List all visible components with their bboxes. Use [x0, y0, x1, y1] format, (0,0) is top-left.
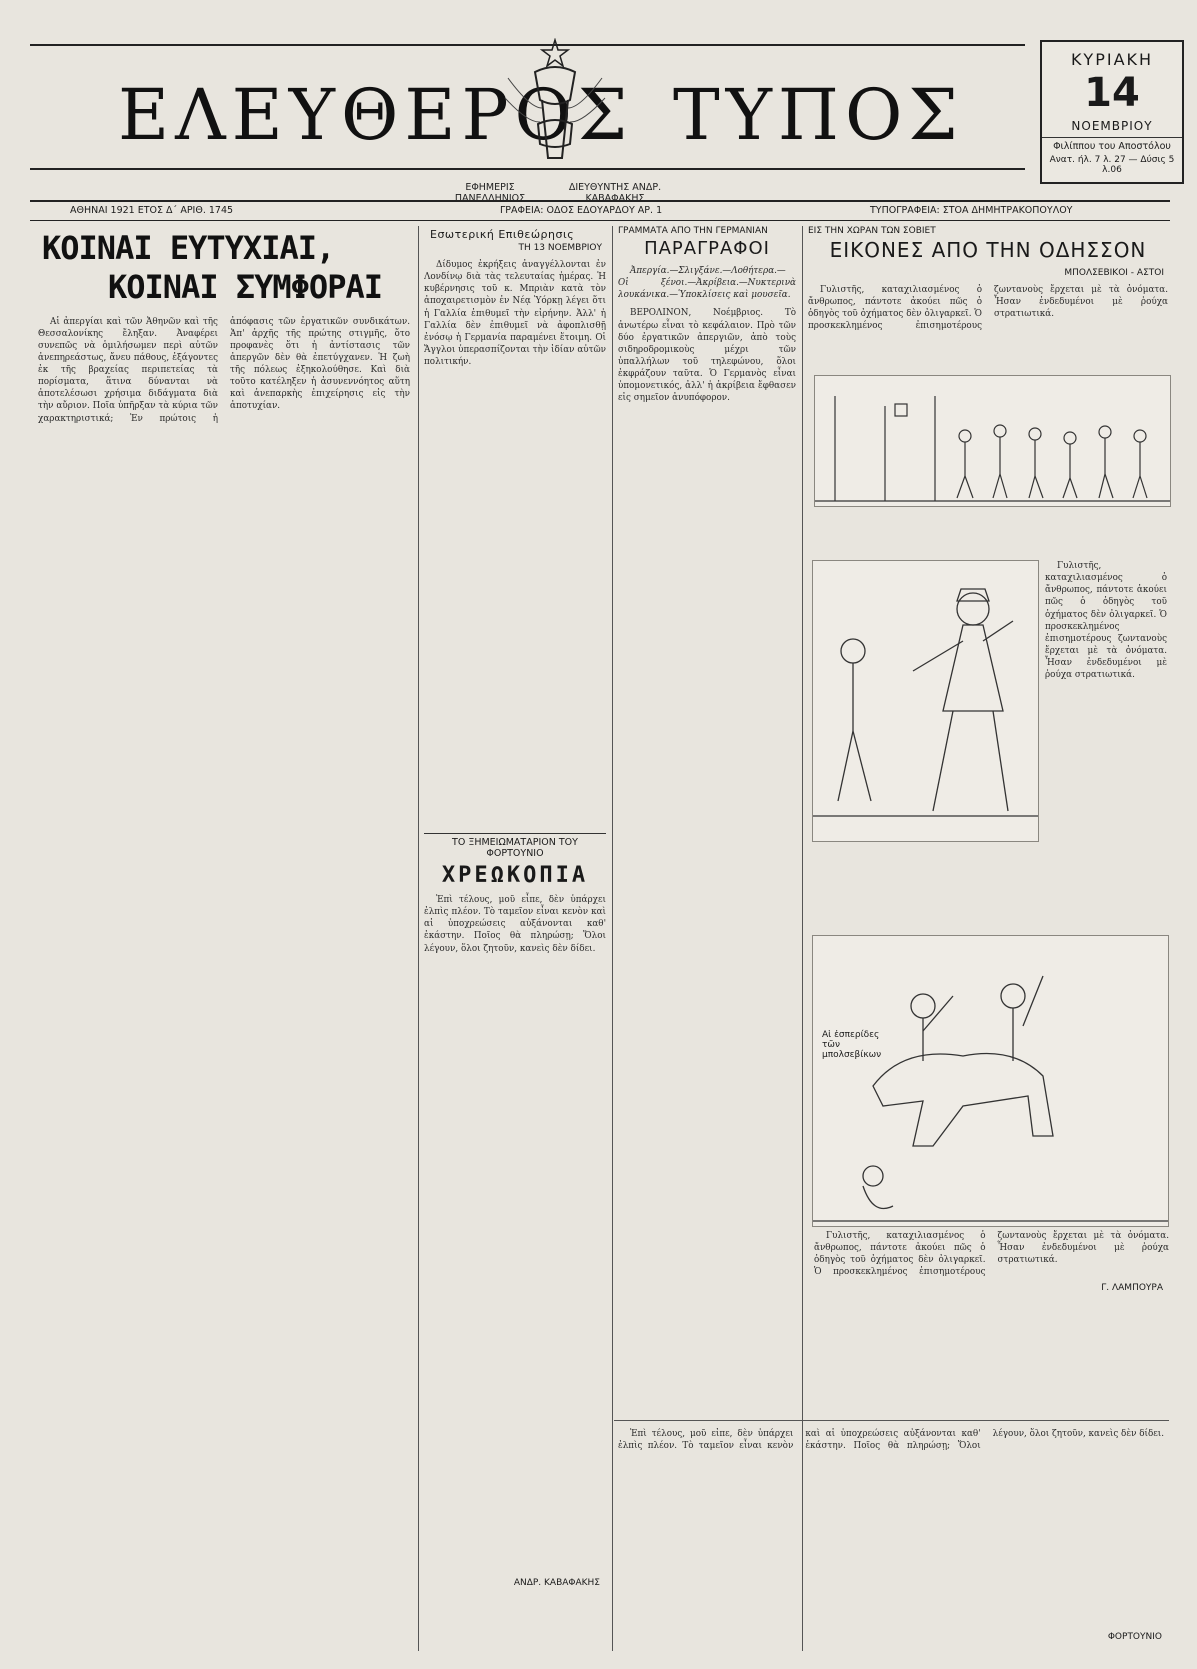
crowd-sketch-icon	[815, 376, 1170, 506]
evening-party-illustration	[812, 935, 1169, 1227]
info-bar	[30, 200, 1170, 221]
germany-kicker: ΓΡΑΜΜΑΤΑ ΑΠΟ ΤΗΝ ΓΕΡΜΑΝΙΑΝ	[618, 226, 768, 236]
lead-summary: Ἀπεργία.—Σλιγξάνε.—Λοθήτερα.—Οἱ ξένοι.—Ἀκρίβεια.—Νυκτερινὰ λουκάνικα.—Ὑποκλίσεις καὶ μουσεῖα.	[618, 266, 796, 301]
article-paragraph: Γυλιστῆς, καταχιλιασμένος ὁ ἄνθρωπος, πάντοτε ἀκούει πῶς ὁ ὀδηγὸς τοῦ ὀχήματος δὲν ὀλιγαρκεῖ. Ὁ προσκεκλημένος ἐπισημοτέρους ζωντανοὺς ἔρχεται μὲ τὰ ὀνόματα. Ἦσαν ἐνδεδυμένοι μὲ ῥούχα στρατιωτικά.	[808, 285, 1168, 332]
bottom-author-signature: ΦΟΡΤΟΥΝΙΟ	[1107, 1632, 1162, 1642]
odessa-headline: ΕΙΚΟΝΕΣ ΑΠΟ ΤΗΝ ΟΔΗΣΣΟΝ	[829, 238, 1147, 262]
sunrise-sunset: Ανατ. ήλ. 7 λ. 27 — Δύσις 5 λ.06	[1049, 155, 1175, 175]
author-signature: ΑΝΔΡ. ΚΑΒΑΦΑΚΗΣ	[513, 1578, 600, 1588]
column-rule	[418, 226, 419, 1651]
soldier-sketch-icon	[813, 561, 1038, 841]
article-paragraph: Ἐπὶ τέλους, μοῦ εἶπε, δὲν ὑπάρχει ἐλπὶς πλέον. Τὸ ταμεῖον εἶναι κενὸν καὶ αἱ ὑποχρεώσεις αὐξάνονται καθ' ἑκάστην. Ποῖος θὰ πληρώσῃ; Ὅλοι λέγουν, ὅλοι ζητοῦν, κανεὶς δὲν δίδει.	[618, 1429, 1165, 1452]
odessa-author-signature: Γ. ΛΑΜΠΟΥΡΑ	[1101, 1282, 1163, 1293]
notebook-heading: ΤΟ ΞΗΜΕΙΩΜΑΤΑΡΙΟΝ ΤΟΥ ΦΟΡΤΟΥΝΙΟ	[424, 833, 606, 859]
printing-address: ΤΥΠΟΓΡΑΦΕΙΑ: ΣΤΟΑ ΔΗΜΗΤΡΑΚΟΠΟΥΛΟΥ	[870, 205, 1073, 216]
review-column	[424, 226, 606, 1651]
newspaper-title-left: ΕΛΕΥΘΕΡΟΣ	[118, 74, 634, 156]
saint-day: Φιλίππου του Αποστόλου	[1042, 137, 1182, 152]
odessa-subhead: ΜΠΟΛΣΕΒΙΚΟΙ - ΑΣΤΟΙ	[1064, 268, 1164, 278]
lead-article	[38, 226, 410, 1651]
article-paragraph: Γυλιστῆς, καταχιλιασμένος ὁ ἄνθρωπος, πάντοτε ἀκούει πῶς ὁ ὀδηγὸς τοῦ ὀχήματος δὲν ὀλιγαρκεῖ. Ὁ προσκεκλημένος ἐπισημοτέρους ζωντανοὺς ἔρχεται μὲ τὰ ὀνόματα. Ἦσαν ἐνδεδυμένοι μὲ ῥούχα στρατιωτικά.	[814, 1231, 1169, 1278]
office-address: ΓΡΑΦΕΙΑ: ΟΔΟΣ ΕΔΟΥΑΡΔΟΥ ΑΡ. 1	[500, 205, 663, 216]
masthead	[30, 20, 1175, 205]
odessa-kicker: ΕΙΣ ΤΗΝ ΧΩΡΑΝ ΤΩΝ ΣΟΒΙΕΤ	[808, 226, 936, 236]
paragraphs-headline: ΠΑΡΑΓΡΑΦΟΙ	[644, 238, 770, 259]
issue-info: ΑΘΗΝΑΙ 1921 ΕΤΟΣ Δ΄ ΑΡΙΘ. 1745	[70, 205, 234, 216]
review-body	[424, 259, 606, 829]
bottom-strip-article	[618, 1428, 1168, 1653]
bottom-strip-body	[618, 1428, 1168, 1628]
torch-emblem-icon	[500, 38, 610, 183]
bankruptcy-body	[424, 894, 606, 1574]
article-paragraph: Γυλιστῆς, καταχιλιασμένος ὁ ἄνθρωπος, πάντοτε ἀκούει πῶς ὁ ὀδηγὸς τοῦ ὀχήματος δὲν ὀλιγαρκεῖ. Ὁ προσκεκλημένος ἐπισημοτέρους ζωντανοὺς ἔρχεται μὲ τὰ ὀνόματα. Ἦσαν ἐνδεδυμένοι μὲ ῥούχα στρατιωτικά.	[1045, 561, 1167, 681]
article-paragraph: Ἐπὶ τέλους, μοῦ εἶπε, δὲν ὑπάρχει ἐλπὶς πλέον. Τὸ ταμεῖον εἶναι κενὸν καὶ αἱ ὑποχρεώσεις αὐξάνονται καθ' ἑκάστην. Ποῖος θὰ πληρώσῃ; Ὅλοι λέγουν, ὅλοι ζητοῦν, κανεὶς δὲν δίδει.	[424, 895, 606, 954]
odessa-continued	[814, 1230, 1169, 1420]
month: ΝΟΕΜΒΡΙΟΥ	[1071, 119, 1153, 133]
germany-lead	[618, 265, 796, 301]
article-paragraph: Αἱ ἀπεργίαι καὶ τῶν Ἀθηνῶν καὶ τῆς Θεσσαλονίκης ἔληξαν. Ἀναφέρει συνεπῶς νὰ ὁμιλήσωμεν περὶ αὐτῶν ἀνεπηρεάστως, ἄνευ πάθους, ἐξάγοντες ἐκ τῆς βραχείας περιπετείας τὰ πορίσματα, ἅτινα δύνανται νὰ ἀποτελέσωσι χρήσιμα διδάγματα διὰ τὴν αὔριον. Ποῖα ὑπῆρξαν τὰ κύρια τῶν χαρακτηριστικά; Ἐν πρώτοις ἡ ἀπόφασις τῶν ἐργατικῶν συνδικάτων. Ἀπ' ἀρχῆς τῆς πρώτης στιγμῆς, ὅτο προφανὲς ὅτι ἡ ἀντίστασις τῶν ἀπεργῶν δὲν θὰ ἐπετύγχανεν. Ἡ ζωὴ τῆς πόλεως ἐξηκολούθησε. Καὶ διὰ τοῦτο κατέληξεν ἡ ἀσυνεννόητος αὕτη καὶ ἀνεπαρκὴς ἐπιχείρησις εἰς τὴν ἀποτυχίαν.	[38, 316, 410, 424]
article-paragraph: ΒΕΡΟΛΙΝΟΝ, Νοέμβριος. Τὸ ἀνωτέρω εἶναι τὸ κεφάλαιον. Πρὸ τῶν δύο ἐργατικῶν ἀπεργιῶν, ἀπὸ τοὺς σιδηροδρομικοὺς μέχρι τῶν ὑπαλλήλων τοῦ τηλεφώνου, ὅλοι ἐκφράζουν ταῦτα. Ὁ Γερμανὸς εἶναι ὑπομονετικός, ἀλλ' ἡ ἀκρίβεια ἔφθασεν εἰς σημεῖον ἀνυπόφορον.	[618, 308, 796, 404]
review-kicker: Εσωτερική Επιθεώρησις	[430, 228, 575, 241]
soldier-illustration	[812, 560, 1039, 842]
lead-headline-line-2: ΚΟΙΝΑΙ ΣΥΜΦΟΡΑΙ	[108, 267, 382, 306]
article-paragraph: Δίδυμος ἐκρήξεις ἀναγγέλλονται ἐν Λονδίνῳ διὰ τὰς τελευταίας ἡμέρας. Ἡ κυβέρνησις τοῦ κ. Μπριὰν κατὰ τὸν ἀποχαιρετισμὸν ἐν Νέᾳ Ὑόρκῃ λέγει ὅτι ἡ Γαλλία ἐπιθυμεῖ τὴν εἰρήνην. Ἀλλ' ἡ Γαλλία δὲν ἐπιθυμεῖ νὰ ἀφοπλισθῇ ἐνόσῳ ἡ Γερμανία παραμένει ἕτοιμη. Οἱ Ἄγγλοι ὑπερασπίζονται τὴν ἰδίαν αὐτῶν πολιτικήν.	[424, 260, 606, 367]
day-number: 14	[1084, 70, 1140, 116]
review-date: ΤΗ 13 ΝΟΕΜΒΡΙΟΥ	[518, 243, 602, 253]
odessa-side-text	[1045, 560, 1167, 930]
column-rule	[612, 226, 613, 1651]
odessa-intro	[808, 284, 1168, 354]
lead-article-body	[38, 316, 410, 1636]
masthead-director: ΔΙΕΥΘΥΝΤΗΣ ΑΝΔΡ. ΚΑΒΑΦΑΚΗΣ	[568, 182, 662, 205]
newspaper-title-right: ΤΥΠΟΣ	[673, 74, 964, 156]
masthead-subtitle: ΕΦΗΜΕΡΙΣ ΠΑΝΕΛΛΗΝΙΟΣ	[454, 182, 526, 205]
street-crowd-illustration	[814, 375, 1171, 507]
bankruptcy-headline: ΧΡΕΩΚΟΠΙΑ	[441, 863, 589, 888]
germany-body	[618, 307, 796, 1407]
date-box	[1040, 40, 1184, 184]
lead-headline-line-1: ΚΟΙΝΑΙ ΕΥΤΥΧΙΑΙ,	[42, 229, 335, 267]
horse-rider-sketch-icon	[813, 936, 1168, 1226]
odessa-continued-body	[814, 1230, 1169, 1279]
section-divider	[614, 1420, 1169, 1421]
illustration-caption: Αἱ ἐσπερίδες τῶν μπολσεβίκων	[822, 1030, 882, 1060]
weekday: ΚΥΡΙΑΚΗ	[1070, 50, 1154, 69]
odessa-side-body	[1045, 560, 1167, 681]
